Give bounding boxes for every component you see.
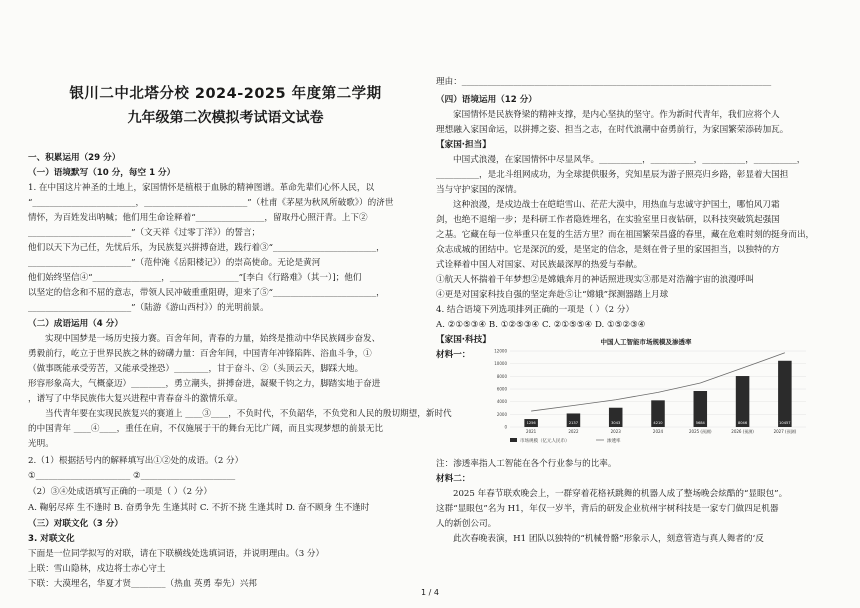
chart-value-label: 10457 xyxy=(779,421,791,425)
right-text-after-line: 材料二： xyxy=(436,474,471,484)
right-text-after-line: 2025 年春节联欢晚会上，一群穿着花格袄跳舞的机器人成了整场晚会炫酷的“显眼包”。 xyxy=(453,489,788,499)
right-text-line: 当与守护家国的深情。 xyxy=(436,185,522,195)
chart-category-label: 2027 (预测) xyxy=(773,429,797,434)
left-text-line: 上联：雪山隐林，戍边将士赤心守土 xyxy=(28,564,166,574)
ai-market-chart xyxy=(476,335,816,445)
left-text-line: （2）③④处成语填写正确的一项是（ ）（2 分） xyxy=(28,487,212,497)
left-text-line: （三）对联文化（3 分） xyxy=(28,519,123,529)
left-text-line: 形容形象高大，气概豪迈）________，勇立潮头，拼搏奋进，凝聚千钧之力，脚踏实地于奋进 xyxy=(28,379,381,389)
right-text-line: 理由：________________________________________________________________________ xyxy=(436,77,772,87)
left-text-line: ①______________________ ②______________________ xyxy=(28,471,236,481)
right-text-line: 家国情怀是民族脊梁的精神支撑，是内心坚执的坚守。作为新时代青年，我们应将个人 xyxy=(453,110,780,120)
right-column xyxy=(436,0,832,580)
chart-category-label: 2026 (预测) xyxy=(731,429,754,434)
chart-bar xyxy=(736,376,750,427)
exam-title-school: 银川二中北塔分校 2024-2025 年度第二学期 xyxy=(69,86,382,102)
left-text-line: 下面是一位同学拟写的对联，请在下联横线处选填词语，并说明理由。（3 分） xyxy=(28,549,325,559)
page-number: 1 / 4 xyxy=(421,588,439,597)
left-text-line: 下联：大漠埋名，华夏才贤________（热血 英勇 奉先）兴邦 xyxy=(28,579,257,589)
left-text-line: 1. 在中国这片神圣的土地上，家国情怀是植根于血脉的精神图谱。革命先辈们心怀人民，以 xyxy=(28,183,375,193)
exam-title-subject: 九年级第二次模拟考试语文试卷 xyxy=(127,110,324,126)
left-text-line: ________________________”（陆游《游山西村》）的光明前景。 xyxy=(28,303,269,313)
chart-bars xyxy=(524,361,791,427)
left-text-line: 3. 对联文化 xyxy=(28,534,75,544)
right-text-line: ④更是对国家科技自强的坚定奔赴⑤让“嫦娥”探测器踏上月球 xyxy=(436,290,669,300)
left-text-line: 当代青年要在实现民族复兴的赛道上 ____③____，不负时代，不负韶华，不负党和人民的殷切期望，新时代 xyxy=(45,409,452,419)
chart-value-label: 4210 xyxy=(653,421,663,425)
left-text-line: 以坚定的信念和不屈的意志，带领人民冲破重重阻碍，迎来了⑤“________________________， xyxy=(28,288,385,298)
chart-category-label: 2023 xyxy=(610,429,621,434)
chart-ytick-label: 2000 xyxy=(496,411,507,417)
left-text-line: “________________________，________________________”（杜甫《茅屋为秋风所破歌》）的济世 xyxy=(28,198,394,208)
right-text-after-line: 人的新创公司。 xyxy=(436,519,497,529)
legend-swatch-market xyxy=(510,438,517,442)
right-text-line: __________，是北斗组网成功，为全球提供服务，究知星辰为游子照亮归乡路，彰显着大国担 xyxy=(436,170,789,180)
right-text-line: 理想融入家国命运，以拼搏之姿、担当之志，在时代浪潮中奋勇前行，为家国繁荣添砖加瓦。 xyxy=(436,125,789,135)
right-text-line: （四）语境运用（12 分） xyxy=(436,95,537,105)
right-text-line: 剑，也绝不退缩一步；是科研工作者隐姓埋名，在实验室里日夜钻研，以科技突破筑起强国 xyxy=(436,215,780,225)
left-text-line: 情怀，为百姓发出呐喊；他们用生命诠释着“________________，留取丹心照汗青。上下② xyxy=(28,213,368,223)
left-text-line: 实现中国梦是一场历史接力赛。百舍年间，青春的力量，始终是推动中华民族阔步奋发、 xyxy=(45,334,381,344)
right-text-line: 这种浪漫，是戍边战士在皑皑雪山、茫茫大漠中，用热血与忠诚守护国土，哪怕风刀霜 xyxy=(453,200,780,210)
chart-yticks xyxy=(494,349,507,430)
left-text-line: 他们以天下为己任，先忧后乐，为民族复兴拼搏奋进，践行着③“________________________， xyxy=(28,243,385,253)
chart-category-label: 2022 xyxy=(568,429,579,434)
right-text-line: ①航天人怀揣着千年梦想②是嫦娥奔月的神话照进现实③那是对浩瀚宇宙的浪漫呼叫 xyxy=(436,275,754,285)
right-text-after-line: 这群“显眼包”名为 H1，年仅一岁半，背后的研发企业杭州宇树科技是一家专门做四足机器 xyxy=(436,504,779,514)
chart-xticks xyxy=(526,428,797,434)
legend-market: 市场规模（亿元人民币） xyxy=(520,439,570,444)
left-text-line: ，谱写了中华民族伟大复兴进程中青春奋斗的激情乐章。 xyxy=(28,394,243,404)
chart-value-label: 2137 xyxy=(568,421,579,425)
left-text-line: （一）语境默写（10 分，每空 1 分） xyxy=(28,168,176,178)
left-text-line: （做事既能承受劳苦，又能承受挫恐）________，甘于奋斗、②（头顶云天，脚踩大地。 xyxy=(28,364,364,374)
chart-ytick-label: 12000 xyxy=(494,348,507,354)
chart-ytick-label: 0 xyxy=(504,424,507,430)
right-text-after-line: 此次春晚表演，H1 团队以独特的“机械骨骼”形象示人，刻意管造与真人舞者的‘反 xyxy=(453,534,764,544)
chart-ytick-label: 6000 xyxy=(496,386,507,392)
chart-title: 中国人工智能市场规模及渗透率 xyxy=(600,338,692,346)
chart-category-label: 2025 (预测) xyxy=(688,429,712,434)
right-text-after-line: 注：渗透率指人工智能在各个行业参与的比率。 xyxy=(436,459,617,469)
left-column xyxy=(28,0,452,589)
right-text-line: 众志成城的团结中。它是深沉的爱，是坚定的信念，是刻在骨子里的家国担当，以独特的方 xyxy=(436,245,780,255)
chart-category-label: 2024 xyxy=(652,429,664,434)
chart-legend xyxy=(510,437,621,444)
legend-rate: 渗透率 xyxy=(607,439,621,444)
chart-value-label: 3043 xyxy=(611,421,621,425)
left-text-line: ________________________”（文天祥《过零丁洋》）的誓言； xyxy=(28,228,261,238)
left-text-line: （二）成语运用（4 分） xyxy=(28,319,123,329)
right-text-line: 【家国·担当】 xyxy=(436,140,491,150)
chart-ytick-label: 4000 xyxy=(496,399,507,405)
chart-bar xyxy=(778,361,792,427)
right-text-line: 中国式浪漫，在家国情怀中尽显风华。__________，__________，__________，__________， xyxy=(453,155,806,165)
left-text-line: 一、积累运用（29 分） xyxy=(28,153,121,163)
chart-value-label: 1256 xyxy=(526,421,536,425)
chart-value-labels xyxy=(527,421,791,425)
chart-category-label: 2021 xyxy=(526,429,537,434)
left-text-line: 他们始终坚信④“________________，________________”[李白《行路难》（其一）]；他们 xyxy=(28,273,362,283)
left-text-line: A. 鞠躬尽瘁 生不逢时 B. 奋勇争先 生逢其时 C. 不折不挠 生逢其时 D. 奋不顾身 生不逢时 xyxy=(28,503,370,513)
left-text-line: 2.（1）根据括号内的解释填写出①②处的成语。（2 分） xyxy=(28,456,244,466)
right-text-line: 之基。它藏在每一位举重只在复的生活方里？而在祖国繁荣昌盛的春里，藏在危难时刻的挺身而出， xyxy=(436,230,815,240)
right-text-line: A. ②①⑤③④ B. ①②⑤③④ C. ②①⑤⑤④ D. ①⑤②③④ xyxy=(436,320,646,330)
right-text-line: 【家国·科技】 xyxy=(436,335,491,345)
right-text-line: 式诠释着中国人对国家、对民族最深厚的热爱与奉献。 xyxy=(436,260,643,270)
chart-value-label: 8046 xyxy=(737,421,748,425)
chart-ytick-label: 8000 xyxy=(496,373,507,379)
left-text-line: 光明。 xyxy=(28,439,54,449)
right-text-line: 材料一： xyxy=(436,350,471,360)
left-text-line: 勇毅前行，屹立于世界民族之林的磅礴力量：百舍年间，中国青年冲锋陷阵、浴血斗争，① xyxy=(28,349,372,359)
left-text-line: ________________________”（范仲淹《岳阳楼记》）的崇高使命。无论是黄河 xyxy=(28,258,321,268)
chart-ytick-label: 10000 xyxy=(494,361,507,367)
left-text-line: 的中国青年 ____④____，重任在肩，不仅施展于干的舞台无比广阔，而且实现梦想的前景无比 xyxy=(28,424,384,434)
right-text-line: 4. 结合语境下列选项排列正确的一项是（ ）（2 分） xyxy=(436,305,635,315)
chart-value-label: 5684 xyxy=(695,421,705,425)
